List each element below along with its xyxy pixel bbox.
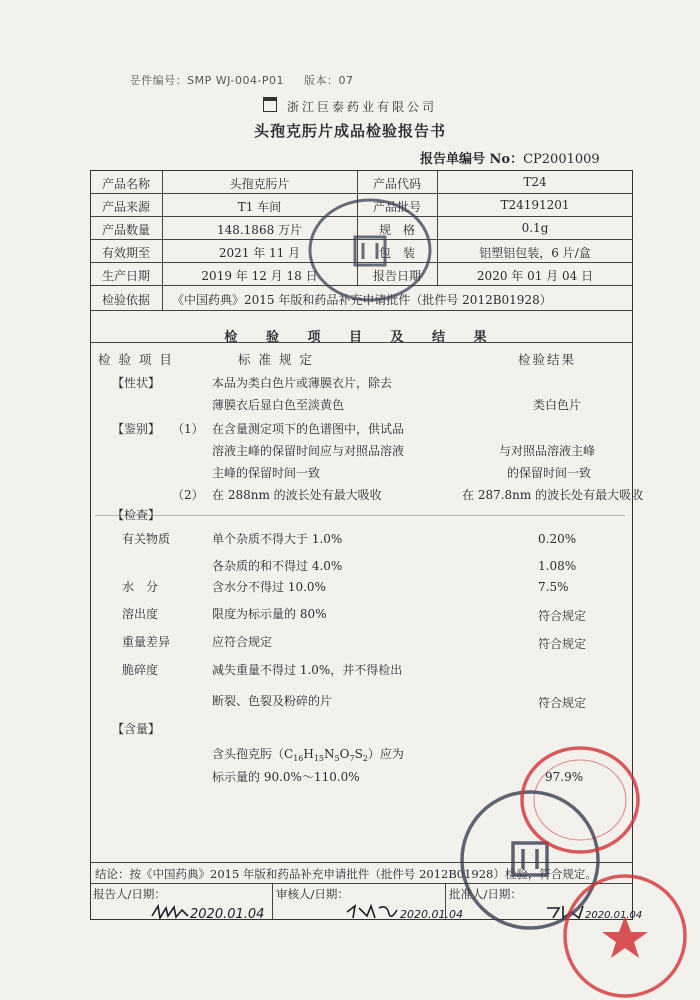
company-logo-icon: [263, 97, 277, 112]
row-divider: [90, 310, 633, 311]
basis-label: 检验依据: [101, 293, 150, 307]
column-header-standard: 标 准 规 定: [238, 352, 314, 367]
red-distributor-seal: [515, 740, 645, 860]
test-identification-n2: （2）: [172, 488, 204, 502]
product-code-value: T24: [523, 175, 547, 189]
test-identification-std: 在 288nm 的波长处有最大吸收: [212, 488, 382, 502]
test-inspection-label: 【检查】: [112, 508, 161, 522]
test-identification-std: 主峰的保留时间一致: [212, 466, 321, 480]
company-name: 浙江巨泰药业有限公司: [0, 97, 700, 115]
basis-value: 《中国药典》2015 年版和药品补充申请批件（批件号 2012B01928）: [172, 293, 552, 307]
package-label: 包 装: [378, 246, 415, 260]
test-appearance-result: 类白色片: [533, 398, 582, 412]
reporter-signature: 2020.01.04: [150, 902, 264, 922]
test-identification-n1: （1）: [172, 422, 204, 436]
test-water-std: 含水分不得过 10.0%: [212, 580, 326, 594]
reviewer-label: 审核人/日期：: [276, 887, 349, 901]
approver-signature: 2020.01.04: [545, 902, 642, 922]
test-friability-result: 符合规定: [538, 696, 587, 710]
test-related-result: 0.20%: [538, 532, 577, 546]
report-date-label: 报告日期: [372, 269, 421, 283]
col-divider: [272, 883, 273, 920]
test-assay-std: 标示量的 90.0%～110.0%: [212, 770, 360, 784]
source-label: 产品来源: [101, 200, 150, 214]
mfg-date-value: 2019 年 12 月 18 日: [201, 269, 318, 283]
test-friability-std: 断裂、色裂及粉碎的片: [212, 694, 333, 708]
mfg-date-label: 生产日期: [101, 269, 150, 283]
quantity-value: 148.1868 万片: [216, 223, 303, 237]
test-assay-label: 【含量】: [112, 722, 161, 736]
report-date-value: 2020 年 01 月 04 日: [476, 269, 594, 283]
red-quality-seal: [555, 868, 690, 998]
column-header-result: 检验结果: [518, 352, 577, 367]
test-water-result: 7.5%: [538, 580, 569, 594]
expiry-value: 2021 年 11 月: [218, 246, 301, 260]
test-identification-std: 溶液主峰的保留时间应与对照品溶液: [212, 444, 405, 458]
package-value: 铝塑铝包装，6 片/盒: [479, 246, 591, 260]
source-value: T1 车间: [237, 200, 282, 214]
test-appearance-std: 薄膜衣后显白色至淡黄色: [212, 398, 345, 412]
test-related-result: 1.08%: [538, 559, 577, 573]
approver-label: 批准人/日期：: [449, 887, 522, 901]
test-appearance-label: 【性状】: [112, 376, 161, 390]
test-assay-std: 含头孢克肟$(C_{16}H_{15}N_5O_7S_2)$应为: [212, 747, 404, 763]
test-dissolution-result: 符合规定: [538, 609, 587, 623]
reporter-label: 报告人/日期：: [93, 887, 166, 901]
test-dissolution-label: 溶出度: [122, 607, 159, 621]
quantity-label: 产品数量: [101, 223, 150, 237]
conclusion: 结论：按《中国药典》2015 年版和药品补充申请批件（批件号 2012B01928）检验，符合规定。: [95, 867, 597, 881]
test-weight-std: 应符合规定: [212, 635, 273, 649]
test-assay-result: 97.9%: [545, 770, 584, 784]
expiry-label: 有效期至: [101, 246, 150, 260]
row-divider: [90, 193, 633, 194]
spec-value: 0.1g: [521, 221, 549, 235]
product-code-label: 产品代码: [372, 177, 421, 191]
test-identification-result: 在 287.8nm 的波长处有最大吸收: [462, 488, 644, 502]
test-related-std: 单个杂质不得大于 1.0%: [212, 532, 343, 546]
section-title: 检 验 项 目 及 结 果: [224, 330, 499, 345]
test-identification-result: 与对照品溶液主峰: [499, 444, 596, 458]
reviewer-signature: 2020.01.04: [345, 902, 463, 922]
product-name-value: 头孢克肟片: [229, 177, 290, 191]
dashed-divider: [95, 515, 625, 516]
batch-label: 产品批号: [372, 200, 421, 214]
batch-value: T24191201: [500, 198, 570, 212]
product-name-label: 产品名称: [101, 177, 150, 191]
company-quality-seal: [305, 195, 435, 305]
column-header-item: 检 验 项 目: [98, 352, 174, 367]
spec-label: 规 格: [378, 223, 415, 237]
document-control-line: 문件编号：SMP WJ-004-P01 版本：07: [130, 74, 354, 87]
test-weight-result: 符合规定: [538, 637, 587, 651]
test-dissolution-std: 限度为标示量的 80%: [212, 607, 327, 621]
test-appearance-std: 本品为类白色片或薄膜衣片，除去: [212, 376, 393, 390]
test-weight-label: 重量差异: [122, 635, 171, 649]
test-related-std: 各杂质的和不得过 4.0%: [212, 559, 343, 573]
test-identification-label: 【鉴别】: [112, 422, 161, 436]
test-identification-result: 的保留时间一致: [507, 466, 592, 480]
test-identification-std: 在含量测定项下的色谱图中，供试品: [212, 422, 405, 436]
test-water-label: 水 分: [122, 580, 159, 594]
test-friability-label: 脆碎度: [122, 663, 159, 677]
test-related-label: 有关物质: [122, 532, 171, 546]
report-title: 头孢克肟片成品检验报告书: [253, 122, 446, 140]
test-friability-std: 减失重量不得过 1.0%，并不得检出: [212, 663, 403, 677]
report-number: 报告单编号 No：CP2001009: [420, 152, 600, 167]
